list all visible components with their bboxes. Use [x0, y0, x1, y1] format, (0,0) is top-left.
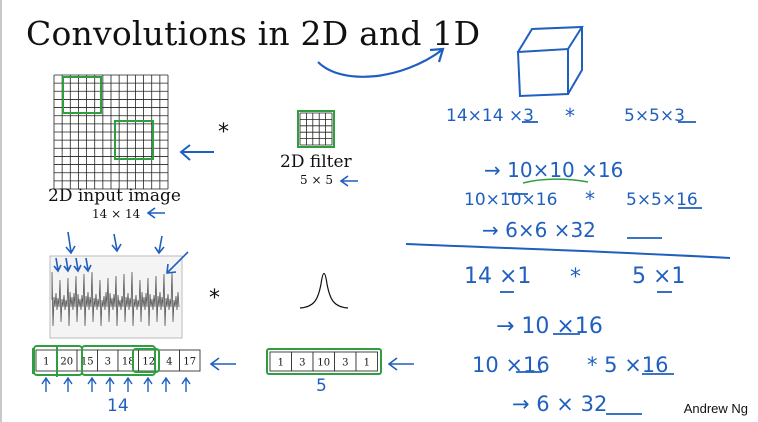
note-line3-b: 5×5×16 — [626, 190, 698, 210]
up-arrow-icon — [42, 378, 50, 392]
note-line7-b: * 5 ×16 — [587, 353, 669, 377]
note-line6: → 10 ×16 — [496, 314, 603, 339]
up-arrow-icon — [106, 378, 114, 392]
signal-up-arrows — [42, 378, 190, 392]
up-arrow-icon — [182, 378, 190, 392]
note-line2: → 10×10 ×16 — [484, 158, 624, 182]
filter1d-cell-value: 1 — [277, 357, 284, 369]
filter1d-cell-value: 1 — [363, 357, 370, 369]
curve-arrow-icon — [318, 49, 443, 77]
note-line4: → 6×6 ×32 — [482, 218, 596, 242]
signal-array — [36, 350, 200, 371]
filter1d-length: 5 — [316, 376, 327, 396]
filter1d-cell-value: 3 — [342, 357, 349, 369]
note-line1-b: 5×5×3 — [624, 106, 685, 126]
up-arrow-icon — [162, 378, 170, 392]
note-line8: → 6 × 32 — [512, 392, 608, 416]
note-line7-a: 10 ×16 — [472, 353, 550, 377]
note-line1-a: 14×14 ×3 — [446, 106, 534, 126]
filter1d-array — [270, 352, 378, 371]
signal-cell-value: 12 — [142, 356, 156, 368]
filter-2d-label: 2D filter — [280, 152, 352, 172]
filter-green-box — [298, 111, 334, 147]
up-arrow-icon — [64, 378, 72, 392]
signal-cell-value: 18 — [121, 356, 135, 368]
note-line3-a: 10×10×16 — [464, 190, 558, 210]
signal-length: 14 — [107, 396, 129, 416]
input-image-size: 14 × 14 — [92, 207, 141, 221]
signal-cell-value: 15 — [80, 356, 94, 368]
conv-operator-2d: * — [218, 120, 229, 145]
signal-cell-value: 1 — [43, 356, 50, 368]
note-line3-op: * — [585, 187, 595, 211]
arrow-to-input-size-icon — [148, 208, 165, 218]
cube-icon — [518, 27, 582, 96]
note-line5-a: 14 ×1 — [464, 264, 532, 289]
filter1d-cell-value: 10 — [317, 357, 331, 369]
signal-cell-value: 3 — [104, 356, 111, 368]
up-arrow-icon — [124, 378, 132, 392]
signal-cell-value: 4 — [166, 356, 173, 368]
arrow-to-filter-size-icon — [341, 176, 358, 186]
arrow-to-signal-icon — [211, 358, 236, 370]
arrow-to-filter1d-icon — [389, 358, 414, 370]
slide-title: Convolutions in 2D and 1D — [26, 14, 481, 53]
up-arrow-icon — [144, 378, 152, 392]
input-grid — [54, 75, 168, 189]
signal-cell-value: 20 — [60, 356, 74, 368]
note-line5-b: 5 ×1 — [632, 264, 686, 289]
signal-cell-value: 17 — [183, 356, 197, 368]
author-credit: Andrew Ng — [683, 401, 748, 416]
input-image-label: 2D input image — [48, 186, 181, 206]
up-arrow-icon — [88, 378, 96, 392]
filter-2d-size: 5 × 5 — [300, 173, 333, 187]
arrow-to-input-icon — [181, 145, 214, 160]
conv-operator-1d: * — [209, 286, 220, 311]
filter-grid — [300, 113, 332, 145]
section-divider — [406, 244, 730, 258]
gaussian-kernel — [300, 274, 348, 309]
note-line5-op: * — [570, 265, 581, 290]
filter1d-cell-value: 3 — [299, 357, 306, 369]
note-line1-op: * — [565, 104, 575, 128]
